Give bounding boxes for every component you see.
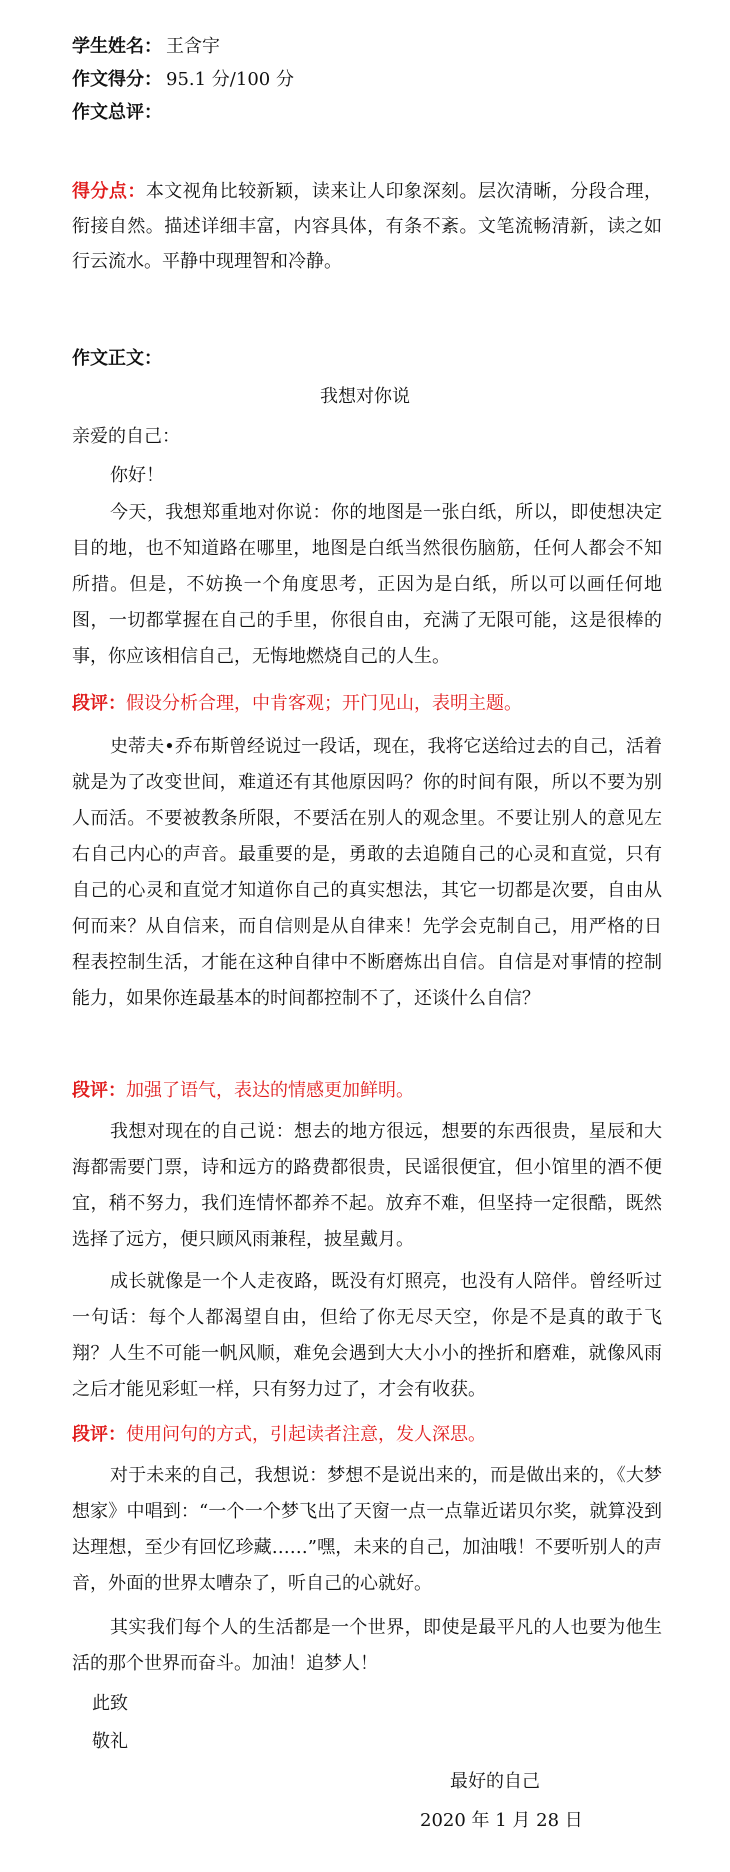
paragraph-comment <box>72 1077 662 1105</box>
essay-score-value: 95.1 分/100 分 <box>166 69 294 90</box>
essay-paragraph: 我想对现在的自己说：想去的地方很远，想要的东西很贵，星辰和大海都需要门票，诗和远方的路费都很贵，民谣很便宜，但小馆里的酒不便宜，稍不努力，我们连情怀都养不起。放弃不难，但坚持一定很酷，既然选择了远方，便只顾风雨兼程，披星戴月。 <box>72 1121 662 1250</box>
paragraph-comment-text: 使用问句的方式，引起读者注意，发人深思。 <box>126 1424 486 1445</box>
paragraph-comment <box>72 690 662 718</box>
overall-review-label: 作文总评： <box>72 102 162 123</box>
letter-date: 2020 年 1 月 28 日 <box>420 1810 583 1831</box>
overall-review-row <box>72 99 162 127</box>
essay-title: 我想对你说 <box>320 386 410 407</box>
score-points-label: 得分点： <box>72 181 146 202</box>
essay-paragraph: 对于未来的自己，我想说：梦想不是说出来的，而是做出来的，《大梦想家》中唱到：“一个一个梦飞出了天窗一点一点靠近诺贝尔奖，就算没到达理想，至少有回忆珍藏……”嘿，未来的自己，加油哦！不要听别人的声音，外面的世界太嘈杂了，听自己的心就好。 <box>72 1465 662 1594</box>
essay-paragraph: 史蒂夫•乔布斯曾经说过一段话，现在，我将它送给过去的自己，活着就是为了改变世间，难道还有其他原因吗？你的时间有限，所以不要为别人而活。不要被教条所限，不要活在别人的观念里。不要让别人的意见左右自己内心的声音。最重要的是，勇敢的去追随自己的心灵和直觉，只有自己的心灵和直觉才知道你自己的真实想法，其它一切都是次要，自由从何而来？从自信来，而自信则是从自律来！先学会克制自己，用严格的日程表控制生活，才能在这种自律中不断磨炼出自信。自信是对事情的控制能力，如果你连最基本的时间都控制不了，还谈什么自信？ <box>72 736 662 1009</box>
closing-line-2: 敬礼 <box>92 1731 128 1752</box>
score-points-text: 本文视角比较新颖，读来让人印象深刻。层次清晰，分段合理，衔接自然。描述详细丰富，内容具体，有条不紊。文笔流畅清新，读之如行云流水。平静中现理智和冷静。 <box>72 181 663 272</box>
paragraph-comment <box>72 1421 662 1449</box>
signature: 最好的自己 <box>450 1771 540 1792</box>
salutation: 亲爱的自己： <box>72 426 180 447</box>
overall-comment <box>72 174 662 279</box>
paragraph-comment-text: 假设分析合理，中肯客观；开门见山，表明主题。 <box>126 693 522 714</box>
student-name-value: 王含宇 <box>166 36 220 57</box>
greeting: 你好！ <box>110 465 164 486</box>
essay-body-label: 作文正文： <box>72 348 162 369</box>
essay-paragraph: 其实我们每个人的生活都是一个世界，即使是最平凡的人也要为他生活的那个世界而奋斗。加油！追梦人！ <box>72 1617 662 1674</box>
student-name-row <box>72 33 220 61</box>
essay-paragraph: 成长就像是一个人走夜路，既没有灯照亮，也没有人陪伴。曾经听过一句话：每个人都渴望自由，但给了你无尽天空，你是不是真的敢于飞翔？人生不可能一帆风顺，难免会遇到大大小小的挫折和磨难，就像风雨之后才能见彩虹一样，只有努力过了，才会有收获。 <box>72 1271 662 1400</box>
paragraph-comment-label: 段评： <box>72 1424 126 1445</box>
paragraph-comment-label: 段评： <box>72 693 126 714</box>
essay-score-label: 作文得分： <box>72 69 162 90</box>
paragraph-comment-label: 段评： <box>72 1080 126 1101</box>
student-name-label: 学生姓名： <box>72 36 162 57</box>
essay-score-row <box>72 66 294 94</box>
essay-paragraph: 今天，我想郑重地对你说：你的地图是一张白纸，所以，即使想决定目的地，也不知道路在哪里，地图是白纸当然很伤脑筋，任何人都会不知所措。但是，不妨换一个角度思考，正因为是白纸，所以可以画任何地图，一切都掌握在自己的手里，你很自由，充满了无限可能，这是很棒的事，你应该相信自己，无悔地燃烧自己的人生。 <box>72 502 662 667</box>
closing-line-1: 此致 <box>92 1693 128 1714</box>
paragraph-comment-text: 加强了语气，表达的情感更加鲜明。 <box>126 1080 414 1101</box>
